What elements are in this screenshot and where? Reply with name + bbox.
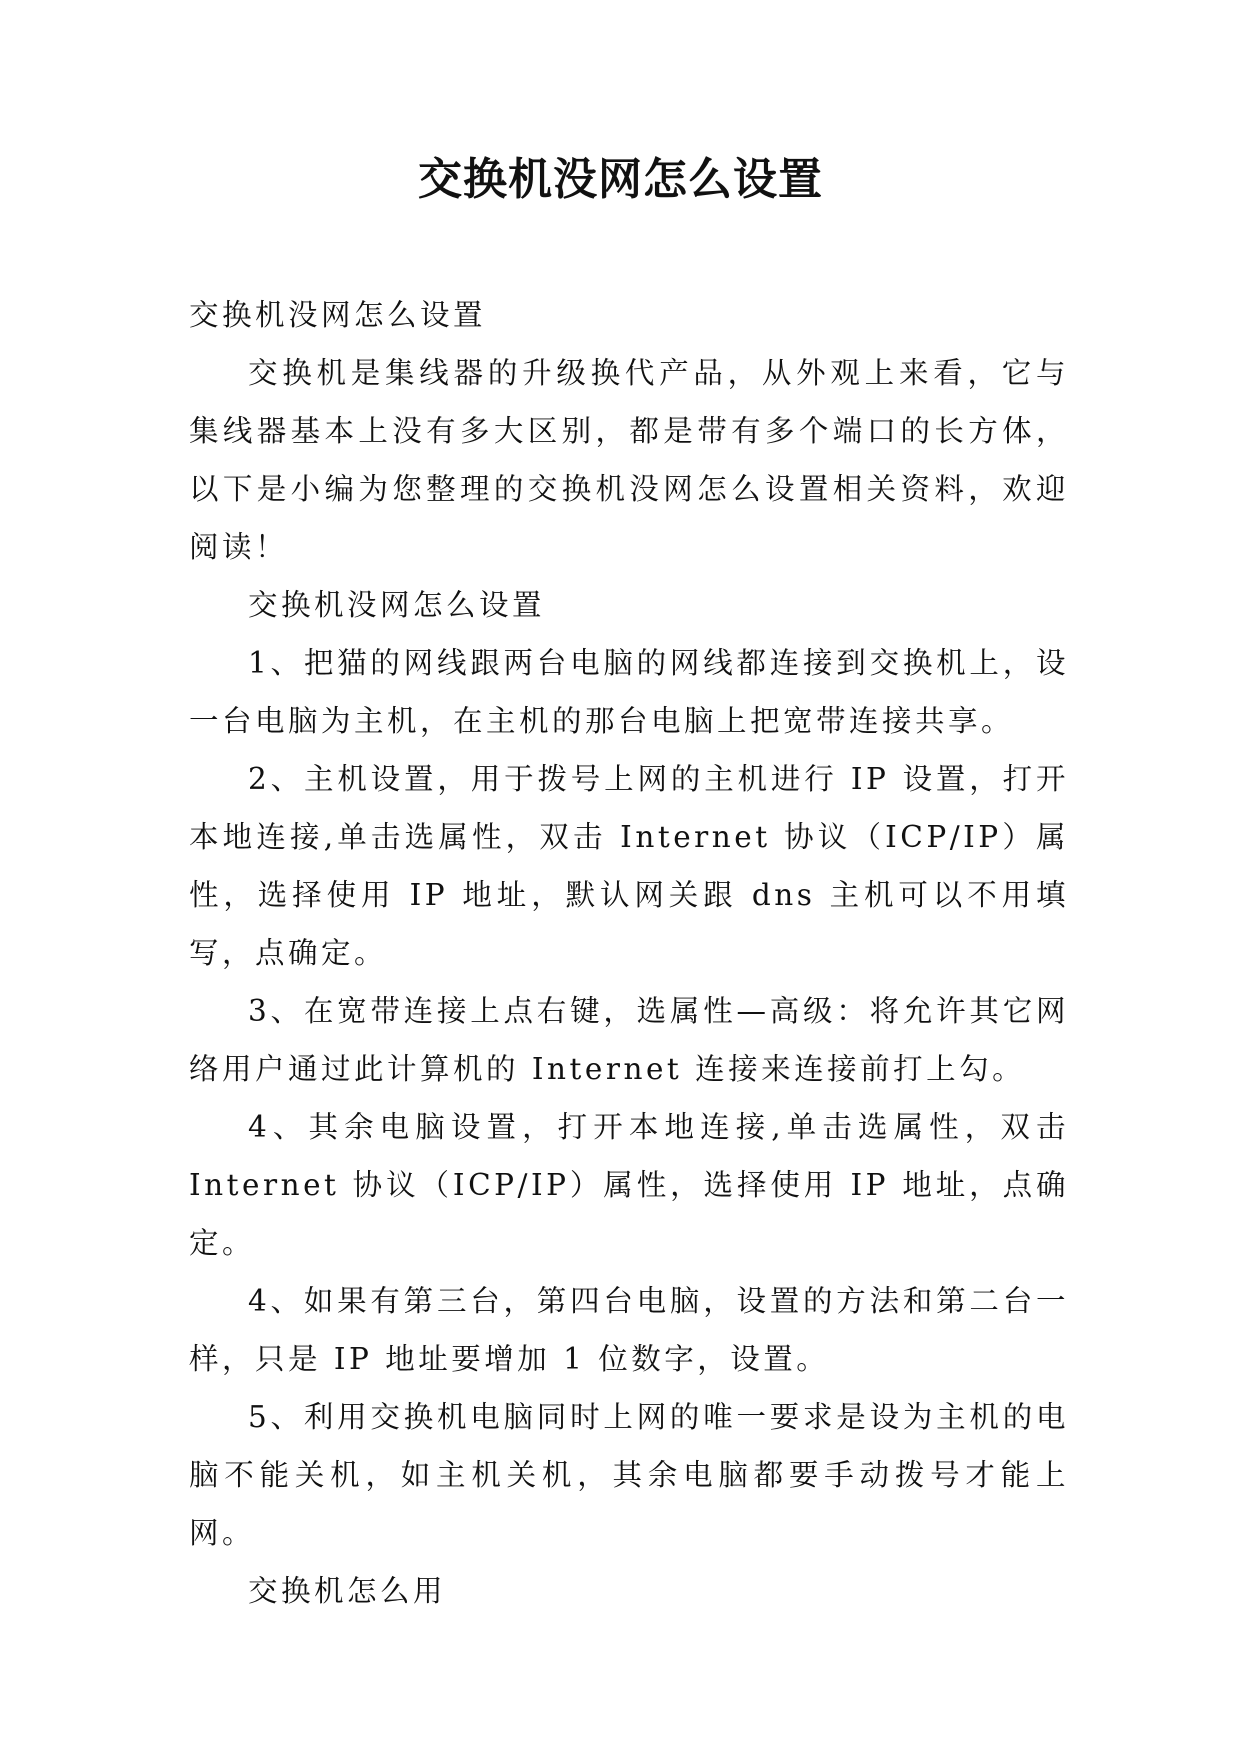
paragraph-intro: 交换机是集线器的升级换代产品，从外观上来看，它与集线器基本上没有多大区别，都是带有多个端口的长方体，以下是小编为您整理的交换机没网怎么设置相关资料，欢迎阅读！ (189, 356, 1069, 564)
document-title: 交换机没网怎么设置 (418, 154, 823, 205)
paragraph-step-4a: 4、其余电脑设置，打开本地连接,单击选属性，双击 Internet 协议（ICP/IP）属性，选择使用 IP 地址，点确定。 (189, 1110, 1069, 1260)
paragraph-subtitle: 交换机没网怎么设置 (189, 298, 487, 332)
paragraph-step-1: 1、把猫的网线跟两台电脑的网线都连接到交换机上，设一台电脑为主机，在主机的那台电脑上把宽带连接共享。 (189, 646, 1069, 738)
paragraph-step-3: 3、在宽带连接上点右键，选属性—高级：将允许其它网络用户通过此计算机的 Internet 连接来连接前打上勾。 (189, 994, 1069, 1086)
paragraph-next-heading: 交换机怎么用 (248, 1574, 447, 1608)
paragraph-step-5: 5、利用交换机电脑同时上网的唯一要求是设为主机的电脑不能关机，如主机关机，其余电脑都要手动拨号才能上网。 (189, 1400, 1069, 1550)
paragraph-step-2: 2、主机设置，用于拨号上网的主机进行 IP 设置，打开本地连接,单击选属性，双击 Internet 协议（ICP/IP）属性，选择使用 IP 地址，默认网关跟 dns 主机可以不用填写，点确定。 (189, 762, 1069, 970)
paragraph-step-4b: 4、如果有第三台，第四台电脑，设置的方法和第二台一样，只是 IP 地址要增加 1 位数字，设置。 (189, 1284, 1069, 1376)
document-body (189, 286, 1069, 1620)
paragraph-section-heading: 交换机没网怎么设置 (248, 588, 546, 622)
